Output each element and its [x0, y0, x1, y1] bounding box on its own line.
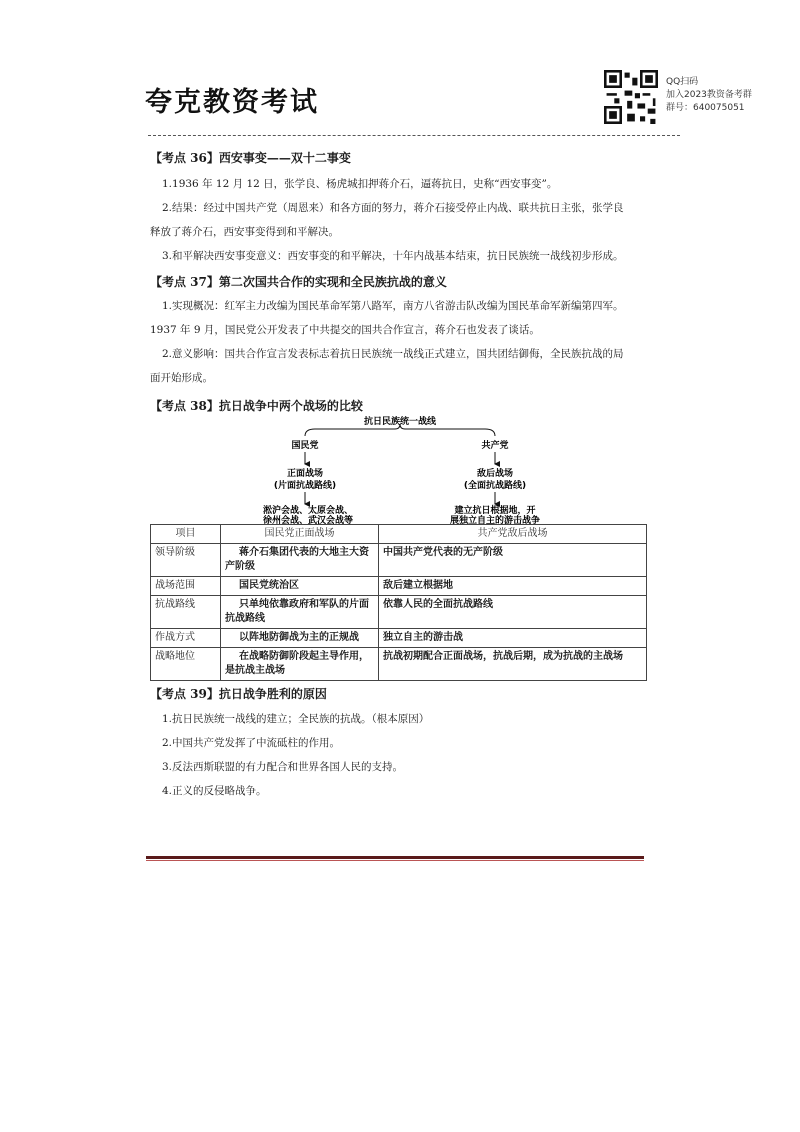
- diagram-right-result: 建立抗日根据地，开: [454, 506, 536, 516]
- united-front-diagram: [150, 414, 650, 524]
- paragraph: 4.正义的反侵略战争。: [162, 785, 267, 797]
- qr-caption: [666, 76, 752, 115]
- document-body: [150, 148, 650, 803]
- table-cell-item: 抗战路线: [151, 596, 221, 629]
- paragraph: 3.反法西斯联盟的有力配合和世界各国人民的支持。: [162, 761, 404, 773]
- table-cell-kmt: 以阵地防御战为主的正规战: [221, 629, 379, 648]
- table-header-cell: 共产党敌后战场: [379, 525, 647, 544]
- section-title-39: 【考点 39】抗日战争胜利的原因: [150, 687, 327, 701]
- table-cell-item: 战场范围: [151, 577, 221, 596]
- table-row: [151, 596, 647, 629]
- table-cell-item: 作战方式: [151, 629, 221, 648]
- paragraph: 释放了蒋介石，西安事变得到和平解决。: [150, 226, 339, 238]
- diagram-left-line: (片面抗战路线): [273, 481, 337, 491]
- table-row: [151, 544, 647, 577]
- paragraph: 3.和平解决西安事变意义：西安事变的和平解决，十年内战基本结束，抗日民族统一战线初步形成。: [162, 250, 624, 262]
- diagram-brace: [305, 424, 495, 436]
- table-cell-item: 战略地位: [151, 648, 221, 681]
- diagram-left-battles: 徐州会战、武汉会战等: [262, 516, 354, 524]
- table-cell-kmt: 国民党统治区: [221, 577, 379, 596]
- qr-caption-line: 群号：640075051: [666, 103, 745, 113]
- brand-logo-text: 夸克教资考试: [145, 87, 319, 118]
- table-header-cell: 项目: [151, 525, 221, 544]
- paragraph: 1937 年 9 月，国民党公开发表了中共提交的国共合作宣言，蒋介石也发表了谈话。: [150, 324, 540, 336]
- diagram-top-label: 抗日民族统一战线: [363, 417, 437, 427]
- paragraph: 面开始形成。: [150, 372, 213, 384]
- diagram-left-field: 正面战场: [286, 469, 324, 479]
- comparison-table: [150, 524, 647, 681]
- diagram-right-field: 敌后战场: [476, 469, 514, 479]
- table-cell-kmt: 蒋介石集团代表的大地主大资产阶级: [221, 544, 379, 577]
- section-title-37: 【考点 37】第二次国共合作的实现和全民族抗战的意义: [150, 275, 447, 289]
- table-cell-item: 领导阶级: [151, 544, 221, 577]
- paragraph: 2.意义影响：国共合作宣言发表标志着抗日民族统一战线正式建立，国共团结御侮，全民族抗战的局: [162, 348, 624, 360]
- table-header-cell: 国民党正面战场: [221, 525, 379, 544]
- header-divider: [148, 135, 680, 136]
- table-cell-cpc: 依靠人民的全面抗战路线: [379, 596, 647, 629]
- paragraph: 1.实现概况：红军主力改编为国民革命军第八路军，南方八省游击队改编为国民革命军新编第四军。: [162, 300, 624, 312]
- table-header-row: [151, 525, 647, 544]
- qr-code-icon: [604, 70, 658, 124]
- table-cell-cpc: 抗战初期配合正面战场，抗战后期，成为抗战的主战场: [379, 648, 647, 681]
- qr-caption-line: 加入2023教资备考群: [666, 90, 752, 100]
- footer-divider: [146, 856, 644, 859]
- paragraph: 2.中国共产党发挥了中流砥柱的作用。: [162, 737, 341, 749]
- footer-divider-thin: [146, 860, 644, 861]
- section-title-36: 【考点 36】西安事变——双十二事变: [150, 151, 351, 165]
- qr-caption-line: QQ扫码: [666, 77, 699, 87]
- diagram-right-line: (全面抗战路线): [463, 481, 527, 491]
- paragraph: 1.抗日民族统一战线的建立；全民族的抗战。（根本原因）: [162, 713, 430, 725]
- table-row: [151, 629, 647, 648]
- diagram-left-party: 国民党: [291, 441, 319, 451]
- paragraph: 1.1936 年 12 月 12 日，张学良、杨虎城扣押蒋介石，逼蒋抗日，史称“西安事变”。: [162, 178, 558, 190]
- table-cell-kmt: 在战略防御阶段起主导作用，是抗战主战场: [221, 648, 379, 681]
- table-cell-cpc: 中国共产党代表的无产阶级: [379, 544, 647, 577]
- table-cell-kmt: 只单纯依靠政府和军队的片面抗战路线: [221, 596, 379, 629]
- diagram-right-result: 展独立自主的游击战争: [449, 516, 541, 524]
- table-cell-cpc: 独立自主的游击战: [379, 629, 647, 648]
- table-row: [151, 648, 647, 681]
- diagram-right-party: 共产党: [481, 441, 509, 451]
- paragraph: 2.结果：经过中国共产党（周恩来）和各方面的努力，蒋介石接受停止内战、联共抗日主张，张学良: [162, 202, 624, 214]
- table-cell-cpc: 敌后建立根据地: [379, 577, 647, 596]
- section-title-38: 【考点 38】抗日战争中两个战场的比较: [150, 399, 363, 413]
- table-row: [151, 577, 647, 596]
- diagram-left-battles: 淞沪会战、太原会战、: [262, 506, 354, 516]
